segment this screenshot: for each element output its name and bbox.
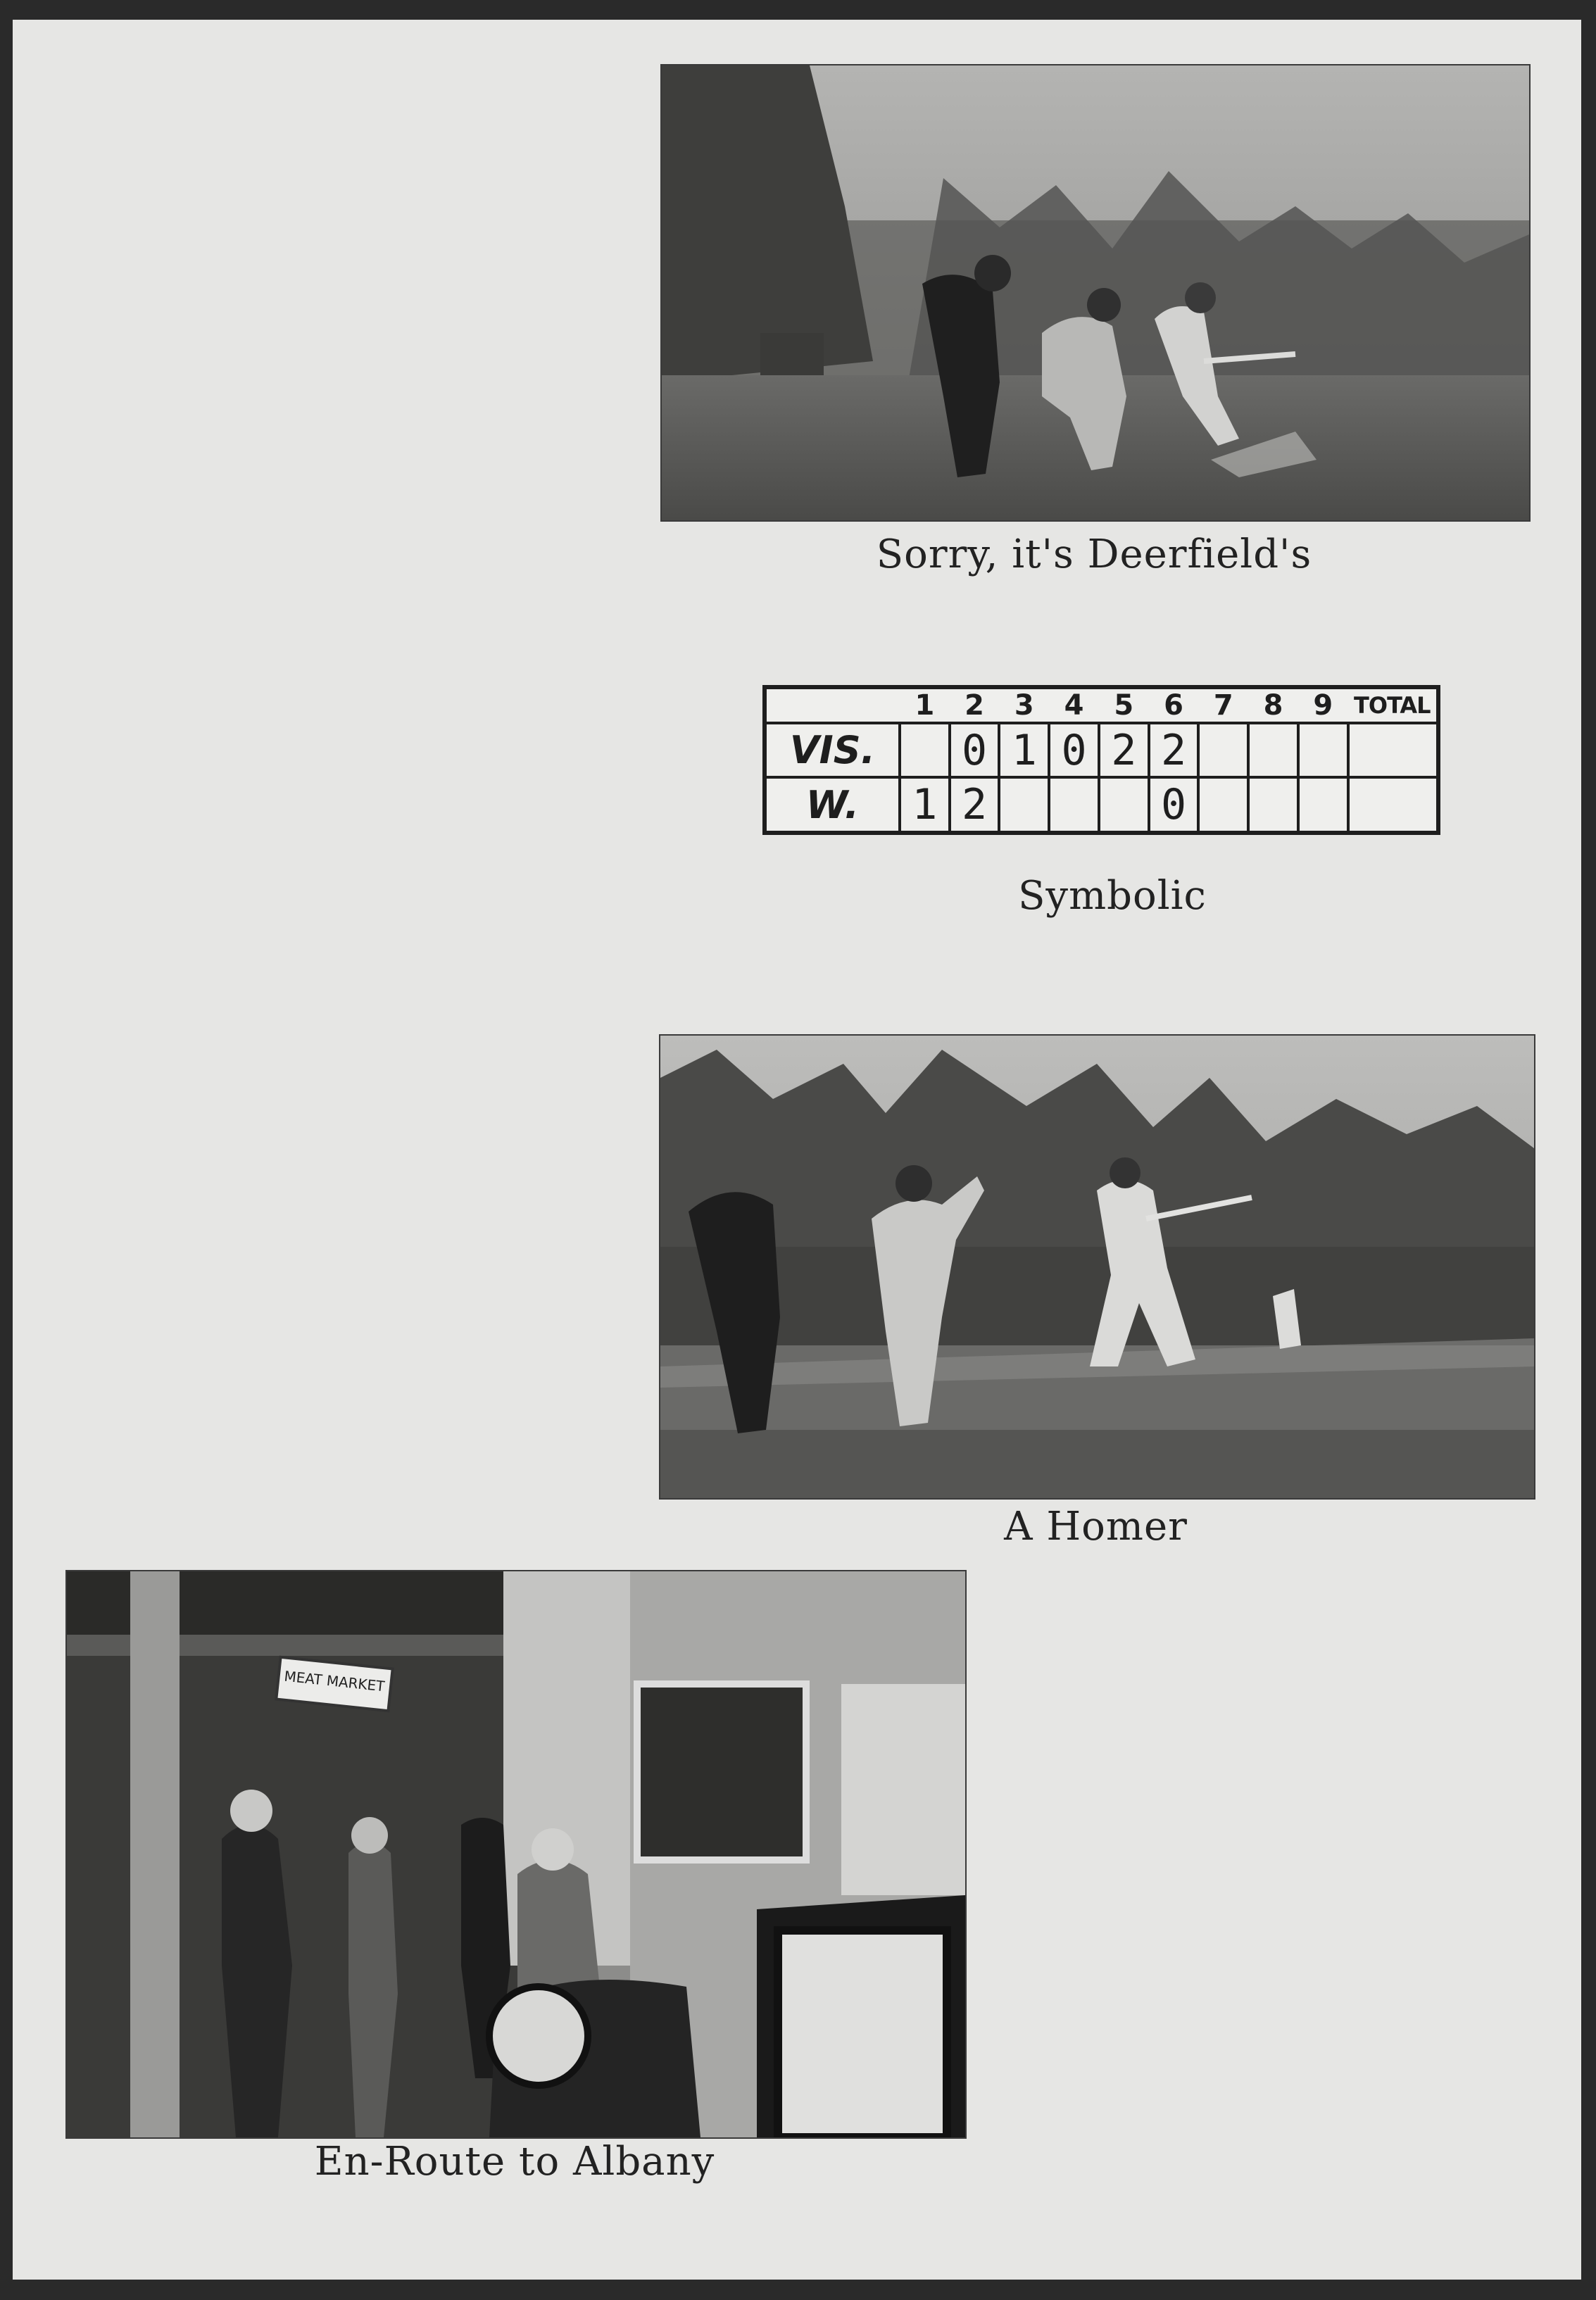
score-cell: [1198, 777, 1248, 833]
inning-label: 4: [1049, 687, 1099, 723]
score-cell: 2: [1149, 723, 1199, 777]
inning-label: 1: [900, 687, 950, 723]
team-name: VIS.: [765, 723, 900, 777]
photo-street-scene: [65, 1570, 967, 2139]
score-cell: 1: [900, 777, 950, 833]
caption-scoreboard: Symbolic: [1018, 873, 1207, 919]
score-cell: 2: [950, 777, 1000, 833]
inning-label: 7: [1198, 687, 1248, 723]
meat-market-sign: MEAT MARKET: [283, 1667, 386, 1695]
inning-label: 8: [1248, 687, 1298, 723]
caption-homer-photo: A Homer: [1004, 1504, 1188, 1550]
total-cell: [1348, 777, 1438, 833]
score-cell: 1: [999, 723, 1049, 777]
score-cell: [999, 777, 1049, 833]
scoreboard-header-row: [765, 687, 1438, 723]
caption-street-photo: En-Route to Albany: [314, 2139, 715, 2185]
score-cell: 0: [1149, 777, 1199, 833]
score-cell: [1298, 777, 1348, 833]
score-cell: [1298, 723, 1348, 777]
caption-batting-photo: Sorry, it's Deerfield's: [876, 532, 1312, 577]
inning-label: 6: [1149, 687, 1199, 723]
scoreboard-corner: [765, 687, 900, 723]
street-photo-graphic: [67, 1571, 965, 2137]
score-cell: [1049, 777, 1099, 833]
total-cell: [1348, 723, 1438, 777]
score-cell: [1248, 777, 1298, 833]
baseball-photo-graphic: [660, 1036, 1534, 1498]
team-name: W.: [765, 777, 900, 833]
baseball-photo-graphic: [662, 65, 1529, 520]
score-cell: [900, 723, 950, 777]
scoreboard-row-home: [765, 777, 1438, 833]
inning-label: 3: [999, 687, 1049, 723]
score-cell: 0: [1049, 723, 1099, 777]
scoreboard: [762, 685, 1440, 835]
inning-label: 2: [950, 687, 1000, 723]
score-cell: 0: [950, 723, 1000, 777]
score-cell: 2: [1099, 723, 1149, 777]
score-cell: [1198, 723, 1248, 777]
scoreboard-row-visitors: [765, 723, 1438, 777]
score-cell: [1099, 777, 1149, 833]
photo-homer-scene: [659, 1034, 1535, 1500]
inning-label: 9: [1298, 687, 1348, 723]
score-cell: [1248, 723, 1298, 777]
inning-label: 5: [1099, 687, 1149, 723]
photo-batting-scene: [660, 64, 1531, 522]
total-label: TOTAL: [1348, 687, 1438, 723]
